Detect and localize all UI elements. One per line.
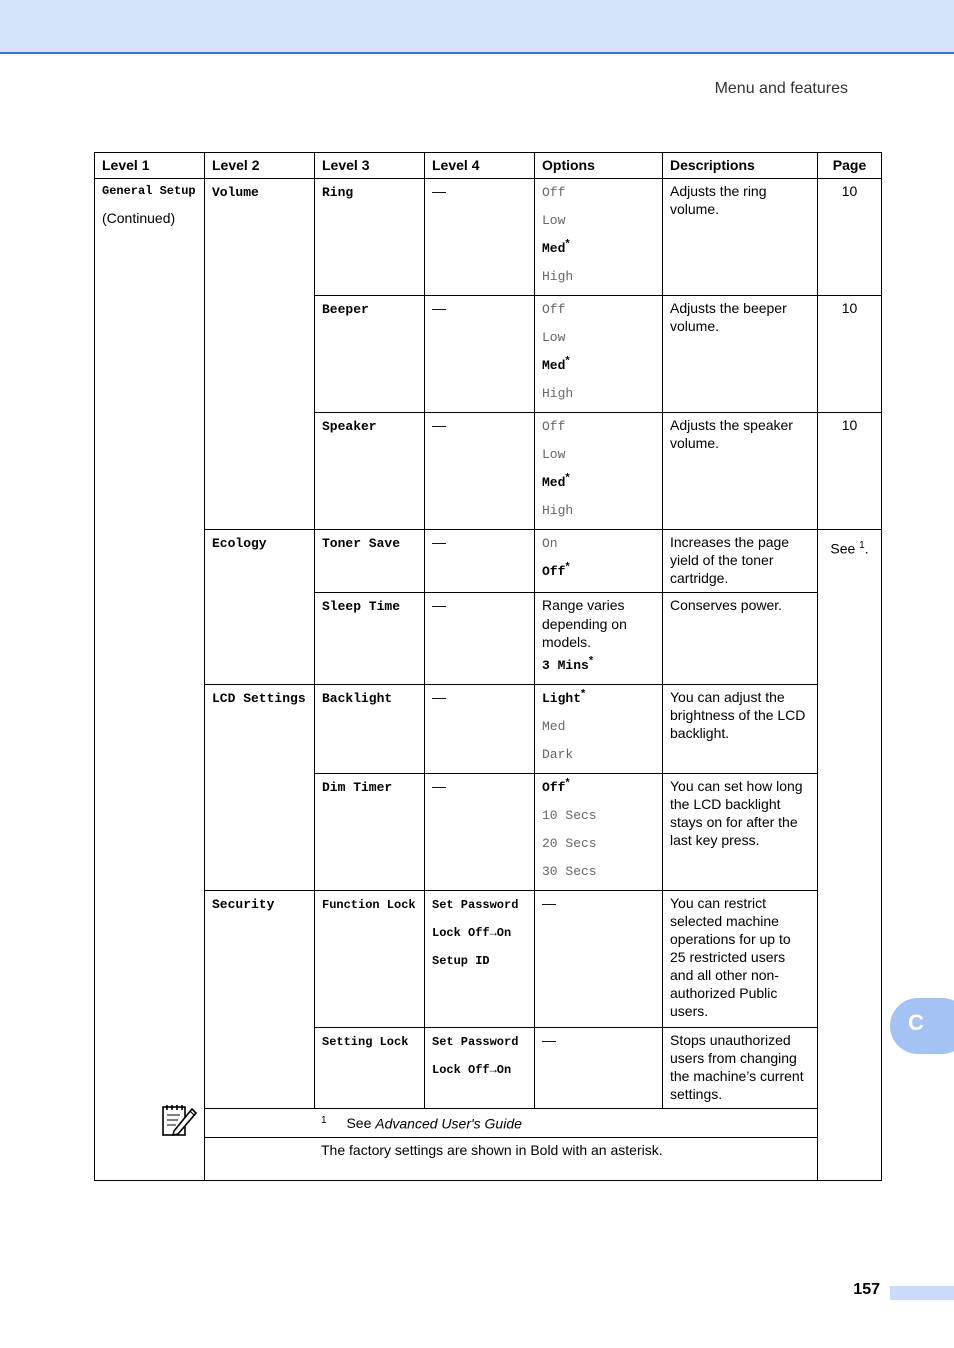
level3-cell	[315, 179, 425, 296]
level3-name: Toner Save	[322, 536, 401, 551]
level4-cell: —	[425, 413, 535, 530]
option: 30 Secs	[542, 863, 597, 879]
page-see: See	[830, 540, 856, 557]
option-default	[542, 685, 655, 713]
table-header-row	[95, 153, 882, 179]
level4-cell: —	[425, 530, 535, 593]
option: Low	[542, 330, 566, 345]
level4-cell: —	[425, 773, 535, 890]
table-row	[95, 684, 882, 773]
level2-name: LCD Settings	[212, 690, 306, 706]
level4-cell: —	[425, 684, 535, 773]
asterisk: *	[565, 354, 570, 367]
description-cell: Increases the page yield of the toner cartridge.	[663, 530, 818, 593]
option-default	[542, 652, 655, 680]
option: Off	[542, 185, 566, 200]
footnote-title: Advanced User's Guide	[375, 1115, 522, 1132]
col-header: Level 2	[205, 153, 315, 179]
level4-cell: —	[425, 296, 535, 413]
page-number-bar	[890, 1286, 954, 1300]
option: 10 Secs	[542, 807, 597, 823]
level3-name: Function Lock	[322, 897, 416, 912]
level3-name: Beeper	[322, 302, 369, 317]
continued-note: (Continued)	[102, 210, 176, 226]
option: Off	[542, 302, 566, 317]
level2-name: Security	[212, 896, 275, 912]
option-default	[542, 352, 655, 380]
col-header: Page	[818, 153, 882, 179]
options-cell	[535, 413, 663, 530]
level3-cell	[315, 684, 425, 773]
note-pencil-icon	[160, 1101, 198, 1139]
col-header: Level 1	[95, 153, 205, 179]
col-header: Level 4	[425, 153, 535, 179]
option-label: Med	[542, 475, 566, 490]
description-cell: You can adjust the brightness of the LCD backlight.	[663, 684, 818, 773]
footnote-row	[95, 1108, 882, 1137]
option: Low	[542, 213, 566, 228]
option: High	[542, 269, 574, 284]
level3-cell	[315, 296, 425, 413]
description-cell: Adjusts the beeper volume.	[663, 296, 818, 413]
option: High	[542, 386, 574, 401]
col-header: Options	[535, 153, 663, 179]
table-row	[95, 530, 882, 593]
option-default	[542, 774, 655, 802]
options-cell	[535, 684, 663, 773]
note-row	[95, 1137, 882, 1180]
option-text: Range varies depending on models.	[542, 597, 627, 650]
option: Low	[542, 447, 566, 462]
option-label: Light	[542, 690, 582, 706]
level2-cell	[205, 179, 315, 530]
level3-cell	[315, 593, 425, 685]
footnote	[205, 1108, 882, 1137]
level4-item: Lock Off→On	[432, 925, 512, 940]
footnote-prefix: See	[346, 1115, 376, 1132]
asterisk: *	[565, 560, 570, 573]
level3-name: Backlight	[322, 690, 393, 706]
level1-cell	[95, 179, 205, 1181]
asterisk: *	[565, 471, 570, 484]
level3-cell	[315, 1027, 425, 1108]
chapter-tab	[890, 998, 954, 1054]
level3-name: Dim Timer	[322, 779, 393, 795]
menu-table	[94, 152, 882, 1181]
description-cell: Adjusts the ring volume.	[663, 179, 818, 296]
option-default	[542, 235, 655, 263]
chapter-tab-label: C	[908, 1010, 924, 1035]
page-number: 157	[853, 1281, 880, 1298]
option-label: Off	[542, 779, 566, 795]
level2-cell	[205, 890, 315, 1108]
asterisk: *	[588, 654, 594, 667]
level4-cell	[425, 1027, 535, 1108]
table-row	[95, 890, 882, 1027]
footnote-number: 1	[321, 1114, 327, 1126]
table-row	[95, 179, 882, 296]
level4-cell	[425, 890, 535, 1027]
option: Dark	[542, 746, 574, 762]
page-cell	[818, 530, 882, 1181]
footnote-ref: 1	[859, 540, 865, 551]
description-cell: Adjusts the speaker volume.	[663, 413, 818, 530]
level1-name: General Setup	[102, 184, 196, 198]
options-cell	[535, 296, 663, 413]
level4-cell: —	[425, 593, 535, 685]
option-label: Off	[542, 564, 566, 579]
description-cell: You can set how long the LCD backlight stays on for after the last key press.	[663, 773, 818, 890]
option-label: 3 Mins	[542, 657, 589, 673]
level3-name: Ring	[322, 185, 354, 200]
option-default	[542, 558, 655, 586]
level3-cell	[315, 890, 425, 1027]
level4-item: Lock Off→On	[432, 1062, 512, 1077]
level2-cell	[205, 684, 315, 890]
level3-cell	[315, 530, 425, 593]
page-cell: 10	[818, 296, 882, 413]
page-cell: 10	[818, 179, 882, 296]
level4-item: Set Password	[432, 1034, 519, 1049]
option: High	[542, 503, 574, 518]
asterisk: *	[581, 687, 586, 700]
option: Med	[542, 718, 566, 734]
asterisk: *	[565, 237, 570, 250]
options-cell	[535, 179, 663, 296]
description-cell: Stops unauthorized users from changing the machine’s current settings.	[663, 1027, 818, 1108]
col-header: Descriptions	[663, 153, 818, 179]
option-default	[542, 469, 655, 497]
option: On	[542, 536, 558, 551]
level4-cell: —	[425, 179, 535, 296]
options-cell	[535, 530, 663, 593]
level3-name: Speaker	[322, 419, 377, 434]
description-cell: You can restrict selected machine operations for up to 25 restricted users and all other non-authorized Public users.	[663, 890, 818, 1027]
option-label: Med	[542, 358, 566, 373]
top-banner	[0, 0, 954, 54]
col-header: Level 3	[315, 153, 425, 179]
page-cell: 10	[818, 413, 882, 530]
options-cell	[535, 773, 663, 890]
option: 20 Secs	[542, 835, 597, 851]
level3-cell	[315, 413, 425, 530]
level2-name: Ecology	[212, 536, 267, 551]
option-label: Med	[542, 241, 566, 256]
description-cell: Conserves power.	[663, 593, 818, 685]
level2-cell	[205, 530, 315, 685]
asterisk: *	[565, 776, 570, 789]
level4-item: Set Password	[432, 897, 519, 912]
options-cell	[535, 593, 663, 685]
level3-name: Sleep Time	[322, 599, 401, 614]
option: Off	[542, 419, 566, 434]
options-cell: —	[535, 890, 663, 1027]
options-cell: —	[535, 1027, 663, 1108]
level3-cell	[315, 773, 425, 890]
section-title: Menu and features	[714, 80, 848, 97]
note-text: The factory settings are shown in Bold with an asterisk.	[205, 1137, 882, 1180]
level2-name: Volume	[212, 185, 259, 200]
level4-item: Setup ID	[432, 953, 490, 968]
level3-name: Setting Lock	[322, 1034, 409, 1049]
page-suffix: .	[864, 540, 869, 557]
